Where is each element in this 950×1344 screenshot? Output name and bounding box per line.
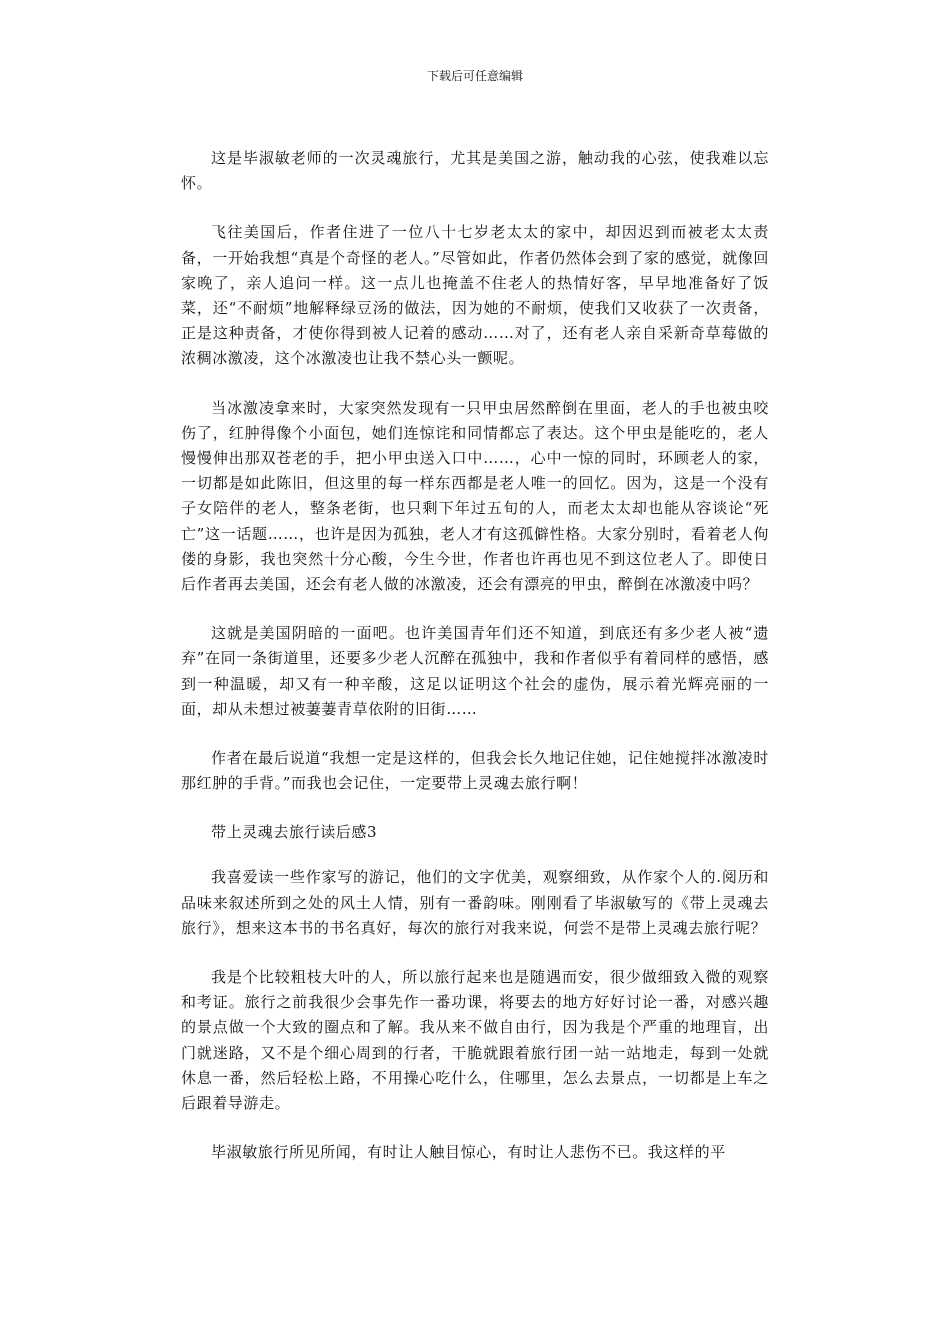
paragraph-7: 我是个比较粗枝大叶的人，所以旅行起来也是随遇而安，很少做细致入微的观察和考证。旅行之前我很少会事先作一番功课，将要去的地方好好讨论一番，对感兴趣的景点做一个大致的圈点和了解。我从来不做自由行，因为我是个严重的地理盲，出门就迷路，又不是个细心周到的行者，干脆就跟着旅行团一站一站地走，每到一处就休息一番，然后轻松上路，不用操心吃什么，住哪里，怎么去景点，一切都是上车之后跟着导游走。	[181, 968, 769, 1113]
paragraph-2: 飞往美国后，作者住进了一位八十七岁老太太的家中，却因迟到而被老太太责备，一开始我想“真是个奇怪的老人。”尽管如此，作者仍然体会到了家的感觉，就像回家晚了，亲人追问一样。这一点儿也掩盖不住老人的热情好客，早早地准备好了饭菜，还“不耐烦”地解释绿豆汤的做法，因为她的不耐烦，使我们又收获了一次责备，正是这种责备，才使你得到被人记着的感动……对了，还有老人亲自采新奇草莓做的浓稠冰激凌，这个冰激凌也让我不禁心头一颤呢。	[181, 223, 769, 368]
article-body	[181, 146, 769, 1190]
paragraph-8: 毕淑敏旅行所见所闻，有时让人触目惊心，有时让人悲伤不已。我这样的平	[211, 1143, 726, 1162]
paragraph-5: 作者在最后说道“我想一定是这样的，但我会长久地记住她，记住她搅拌冰激凌时那红肿的手背。”而我也会记住，一定要带上灵魂去旅行啊！	[181, 749, 769, 793]
paragraph-4: 这就是美国阴暗的一面吧。也许美国青年们还不知道，到底还有多少老人被“遗弃”在同一条街道里，还要多少老人沉醉在孤独中，我和作者似乎有着同样的感悟，感到一种温暖，却又有一种辛酸，这足以证明这个社会的虚伪，展示着光辉亮丽的一面，却从未想过被萋萋青草依附的旧街……	[181, 624, 769, 718]
section-subtitle: 带上灵魂去旅行读后感3	[211, 823, 378, 842]
paragraph-3: 当冰激凌拿来时，大家突然发现有一只甲虫居然醉倒在里面，老人的手也被虫咬伤了，红肿得像个小面包，她们连惊诧和同情都忘了表达。这个甲虫是能吃的，老人慢慢伸出那双苍老的手，把小甲虫送入口中……，心中一惊的同时，环顾老人的家，一切都是如此陈旧，但这里的每一样东西都是老人唯一的回忆。因为，这是一个没有子女陪伴的老人，整条老街，也只剩下年过五旬的人，而老太太却也能从容谈论“死亡”这一话题……，也许是因为孤独，老人才有这孤僻性格。大家分别时，看着老人佝偻的身影，我也突然十分心酸，今生今世，作者也许再也见不到这位老人了。即使日后作者再去美国，还会有老人做的冰激凌，还会有漂亮的甲虫，醉倒在冰激凌中吗？	[181, 398, 769, 594]
paragraph-6: 我喜爱读一些作家写的游记，他们的文字优美，观察细致，从作家个人的.阅历和品味来叙述所到之处的风土人情，别有一番韵味。刚刚看了毕淑敏写的《带上灵魂去旅行》，想来这本书的书名真好，每次的旅行对我来说，何尝不是带上灵魂去旅行呢？	[181, 868, 769, 937]
paragraph-1: 这是毕淑敏老师的一次灵魂旅行，尤其是美国之游，触动我的心弦，使我难以忘怀。	[181, 149, 769, 193]
page-header-note: 下载后可任意编辑	[426, 69, 523, 83]
